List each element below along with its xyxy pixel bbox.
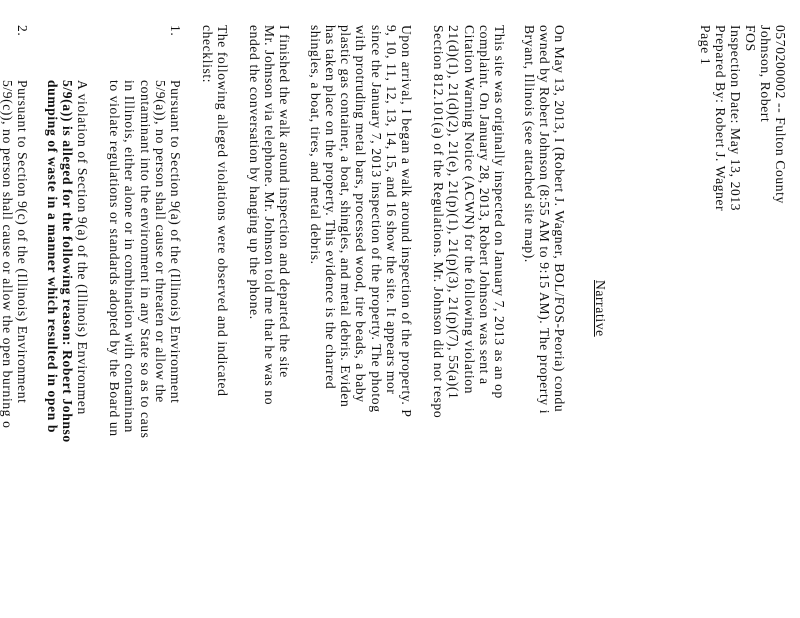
paragraph-line: I finished the walk around inspection and departed the site: [277, 25, 292, 378]
paragraph-line: Section 812.101(a) of the Regulations. Mr. Johnson did not respo: [431, 25, 447, 419]
item-line: dumping of waste in a manner which resulted in open b: [44, 80, 60, 434]
document-header: [698, 25, 788, 211]
paragraph-contact: [246, 25, 292, 405]
paragraph-line: On May 13, 2013, I (Robert J. Wagner, BOL/FOS-Peoria) condu: [552, 25, 567, 413]
paragraph-line: shingles, a boat, tires, and metal debris.: [307, 25, 323, 265]
header-site-id: 0570200002 -- Fulton County: [773, 25, 788, 204]
header-prepared-by: Prepared By: Robert J. Wagner: [713, 25, 728, 212]
paragraph-line: This site was originally inspected on January 7, 2013 as an op: [492, 25, 507, 399]
paragraph-line: since the January 7, 2013 inspection of the property. The photog: [368, 25, 384, 413]
paragraph-line: owned by Robert Johnson (8:55 AM to 9:15 AM). The property i: [536, 25, 552, 415]
paragraph-line: complaint. On January 28, 2013, Robert Johnson was sent a: [476, 25, 492, 385]
paragraph-line: Upon arrival, I began a walk around inspection of the property. P: [399, 25, 414, 418]
violation-item-1-allegation: [44, 80, 90, 443]
paragraph-line: checklist:: [199, 25, 215, 84]
paragraph-line: 21(d)(1), 21(d)(2), 21(e), 21(p)(1), 21(p)(3), 21(p)(7), 55(a)(1: [446, 25, 462, 400]
paragraph-line: has taken place on the property. This evidence is the charred: [322, 25, 338, 390]
paragraph-line: The following alleged violations were observed and indicated: [215, 25, 230, 397]
item-line: Pursuant to Section 9(a) of the (Illinois) Environment: [168, 80, 183, 404]
paragraph-checklist-intro: [200, 25, 230, 397]
item-line: Pursuant to Section 9(c) of the (Illinois) Environment: [15, 80, 30, 404]
item-line: 5/9(c)), no person shall cause or allow the open burning o: [0, 80, 15, 429]
paragraph-line: ended the conversation by hanging up the phone.: [246, 25, 262, 320]
header-inspection-date: Inspection Date: May 13, 2013: [728, 25, 743, 212]
item-number-2: 2.: [15, 25, 30, 37]
violation-item-2-text: [0, 80, 30, 431]
narrative-title: Narrative: [593, 280, 608, 337]
paragraph-observations: [308, 25, 414, 418]
paragraph-line: 9, 10, 11, 12, 13, 14, 15, and 16 show the site. It appears mor: [383, 25, 399, 395]
item-line: 5/9(a)) is alleged for the following reason: Robert Johnso: [59, 80, 75, 443]
paragraph-history: [431, 25, 507, 418]
paragraph-line: Mr. Johnson via telephone. Mr. Johnson told me that he was no: [261, 25, 277, 406]
item-line: in Illinois, either alone or in combination with contaminan: [122, 80, 138, 433]
item-line: to violate regulations or standards adopted by the Board un: [107, 80, 123, 437]
paragraph-line: plastic gas container, a boat, shingles, and metal debris. Eviden: [338, 25, 354, 408]
paragraph-line: Bryant, Illinois (see attached site map).: [521, 25, 537, 263]
header-page-number: Page 1: [698, 25, 713, 66]
paragraph-line: Citation Warning Notice (ACWN) for the following violation: [461, 25, 477, 395]
paragraph-line: with protruding metal bars, processed wood, tire beads, a baby: [353, 25, 369, 403]
header-owner: Johnson, Robert: [758, 25, 773, 123]
violation-item-1-text: [107, 80, 183, 439]
paragraph-intro: [521, 25, 567, 414]
item-line: 5/9(a)), no person shall cause or threaten or allow the: [152, 80, 168, 403]
header-program: FOS: [743, 25, 758, 52]
item-line: A violation of Section 9(a) of the (Illinois) Environmen: [75, 80, 90, 415]
item-number-1: 1.: [168, 25, 183, 37]
item-line: contaminant into the environment in any State so as to caus: [137, 80, 153, 439]
